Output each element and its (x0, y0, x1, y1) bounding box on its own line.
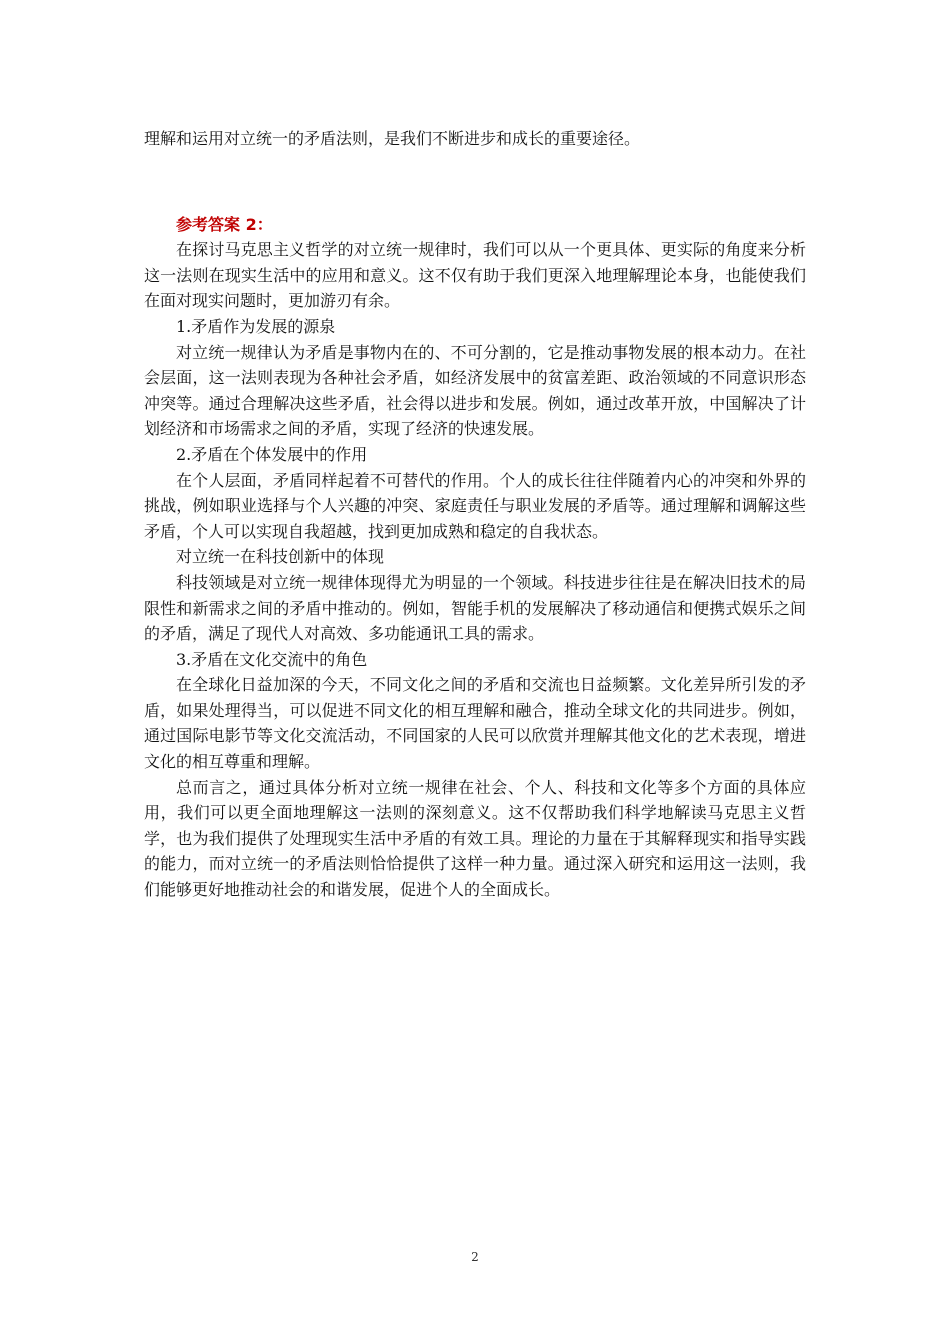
subheading-tech: 对立统一在科技创新中的体现 (176, 547, 385, 567)
paragraph-1: 对立统一规律认为矛盾是事物内在的、不可分割的，它是推动事物发展的根本动力。在社会层面，这一法则表现为各种社会矛盾，如经济发展中的贫富差距、政治领域的不同意识形态冲突等。通过合理解决这些矛盾，社会得以进步和发展。例如，通过改革开放，中国解决了计划经济和市场需求之间的矛盾，实现了经济的快速发展。 (144, 342, 806, 439)
subheading-2: 2.矛盾在个体发展中的作用 (176, 444, 368, 464)
paragraph-tech: 科技领域是对立统一规律体现得尤为明显的一个领域。科技进步往往是在解决旧技术的局限性和新需求之间的矛盾中推动的。例如，智能手机的发展解决了移动通信和便携式娱乐之间的矛盾，满足了现代人对高效、多功能通讯工具的需求。 (144, 572, 806, 644)
page-number: 2 (471, 1250, 479, 1264)
paragraph-3: 在全球化日益加深的今天，不同文化之间的矛盾和交流也日益频繁。文化差异所引发的矛盾，如果处理得当，可以促进不同文化的相互理解和融合，推动全球文化的共同进步。例如，通过国际电影节等文化交流活动，不同国家的人民可以欣赏并理解其他文化的艺术表现，增进文化的相互尊重和理解。 (144, 675, 806, 772)
paragraph-intro: 在探讨马克思主义哲学的对立统一规律时，我们可以从一个更具体、更实际的角度来分析这一法则在现实生活中的应用和意义。这不仅有助于我们更深入地理解理论本身，也能使我们在面对现实问题时，更加游刃有余。 (144, 240, 806, 311)
intro-line: 理解和运用对立统一的矛盾法则，是我们不断进步和成长的重要途径。 (144, 129, 641, 148)
answer-heading: 参考答案 2： (176, 214, 273, 234)
document-body (144, 126, 806, 903)
subheading-3: 3.矛盾在文化交流中的角色 (176, 649, 368, 669)
paragraph-conclusion: 总而言之，通过具体分析对立统一规律在社会、个人、科技和文化等多个方面的具体应用，我们可以更全面地理解这一法则的深刻意义。这不仅帮助我们科学地解读马克思主义哲学，也为我们提供了处理现实生活中矛盾的有效工具。理论的力量在于其解释现实和指导实践的能力，而对立统一的矛盾法则恰恰提供了这样一种力量。通过深入研究和运用这一法则，我们能够更好地推动社会的和谐发展，促进个人的全面成长。 (144, 777, 806, 900)
paragraph-2: 在个人层面，矛盾同样起着不可替代的作用。个人的成长往往伴随着内心的冲突和外界的挑战，例如职业选择与个人兴趣的冲突、家庭责任与职业发展的矛盾等。通过理解和调解这些矛盾，个人可以实现自我超越，找到更加成熟和稳定的自我状态。 (144, 470, 806, 541)
subheading-1: 1.矛盾作为发展的源泉 (176, 316, 336, 336)
